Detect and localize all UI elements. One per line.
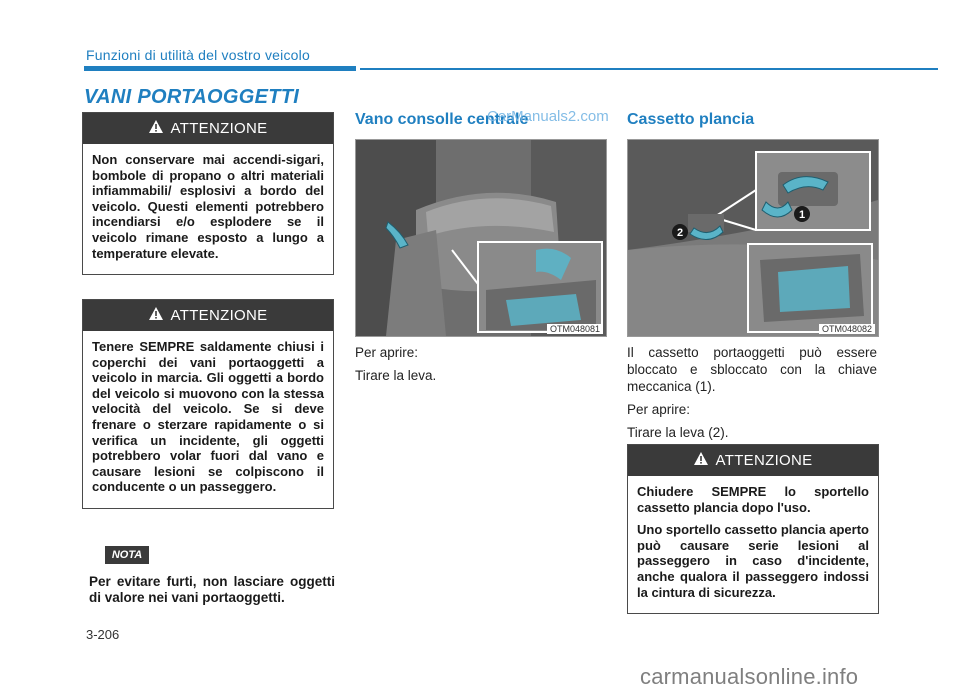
page-title: VANI PORTAOGGETTI xyxy=(84,86,300,108)
warning-header xyxy=(83,300,333,331)
warning-text: Uno sportello cassetto plancia aperto può causare serie lesioni al passeggero in caso d'incidente, anche qualora il passeggero indossi la cintura di sicurezza. xyxy=(637,522,869,600)
paragraph: Per aprire: xyxy=(355,345,419,360)
paragraph: Tirare la leva. xyxy=(355,367,437,383)
warning-header xyxy=(628,445,878,476)
warning-text: Tenere SEMPRE saldamente chiusi i coperchi dei vani portaoggetti a veicolo in marcia. Gli oggetti a bordo del veicolo si muovono con la stessa velocità del veicolo. Se si deve frenare o sterzare rapidamente o si verifica un incidente, gli oggetti potrebbero volar fuori dal vano e causare lesioni se colpiscono il conducente o un passeggero. xyxy=(92,339,324,495)
section-header: Funzioni di utilità del vostro veicolo xyxy=(86,47,310,63)
callout-1: 1 xyxy=(798,209,806,221)
warning-heading: ATTENZIONE xyxy=(715,452,813,469)
glove-box-text xyxy=(627,345,877,447)
watermark-carmanuals: CarManuals2.com xyxy=(487,108,609,125)
warning-triangle-icon xyxy=(149,120,163,137)
warning-triangle-icon xyxy=(694,452,708,469)
warning-box-flammables xyxy=(82,112,334,275)
center-console-illustration xyxy=(356,140,606,336)
paragraph: Tirare la leva (2). xyxy=(627,424,729,440)
warning-text: Non conservare mai accendi-sigari, bombole di propano o altri materiali infiammabili/ esplosivi a bordo del veicolo. Questi elementi potrebbero incendiarsi e/o esplodere se il veicolo rimane esposto a lungo a temperature elevate. xyxy=(92,152,324,261)
callout-2: 2 xyxy=(676,227,684,239)
paragraph: Il cassetto portaoggetti può essere bloccato e sbloccato con la chiave meccanica (1). xyxy=(627,345,877,394)
glove-box-heading: Cassetto plancia xyxy=(627,111,755,128)
glove-box-figure xyxy=(627,139,879,337)
warning-text: Chiudere SEMPRE lo sportello cassetto plancia dopo l'uso. xyxy=(637,484,869,515)
warning-heading: ATTENZIONE xyxy=(170,120,268,137)
glove-box-illustration xyxy=(628,140,878,336)
figure-code: OTM048082 xyxy=(819,324,875,334)
warning-triangle-icon xyxy=(149,307,163,324)
watermark-site: carmanualsonline.info xyxy=(640,664,859,689)
figure-code: OTM048081 xyxy=(547,324,603,334)
center-console-text xyxy=(355,345,605,391)
note-badge: NOTA xyxy=(105,546,149,564)
center-console-heading: Vano consolle centrale xyxy=(355,111,529,128)
warning-heading: ATTENZIONE xyxy=(170,307,268,324)
warning-box-glove-box xyxy=(627,444,879,614)
warning-header xyxy=(83,113,333,144)
paragraph: Per aprire: xyxy=(627,401,691,417)
header-rule xyxy=(84,66,356,71)
note-text: Per evitare furti, non lasciare oggetti di valore nei vani portaoggetti. xyxy=(89,574,335,606)
header-rule-thin xyxy=(360,68,938,70)
page-number: 3-206 xyxy=(86,627,120,642)
center-console-figure xyxy=(355,139,607,337)
warning-box-lids xyxy=(82,299,334,509)
